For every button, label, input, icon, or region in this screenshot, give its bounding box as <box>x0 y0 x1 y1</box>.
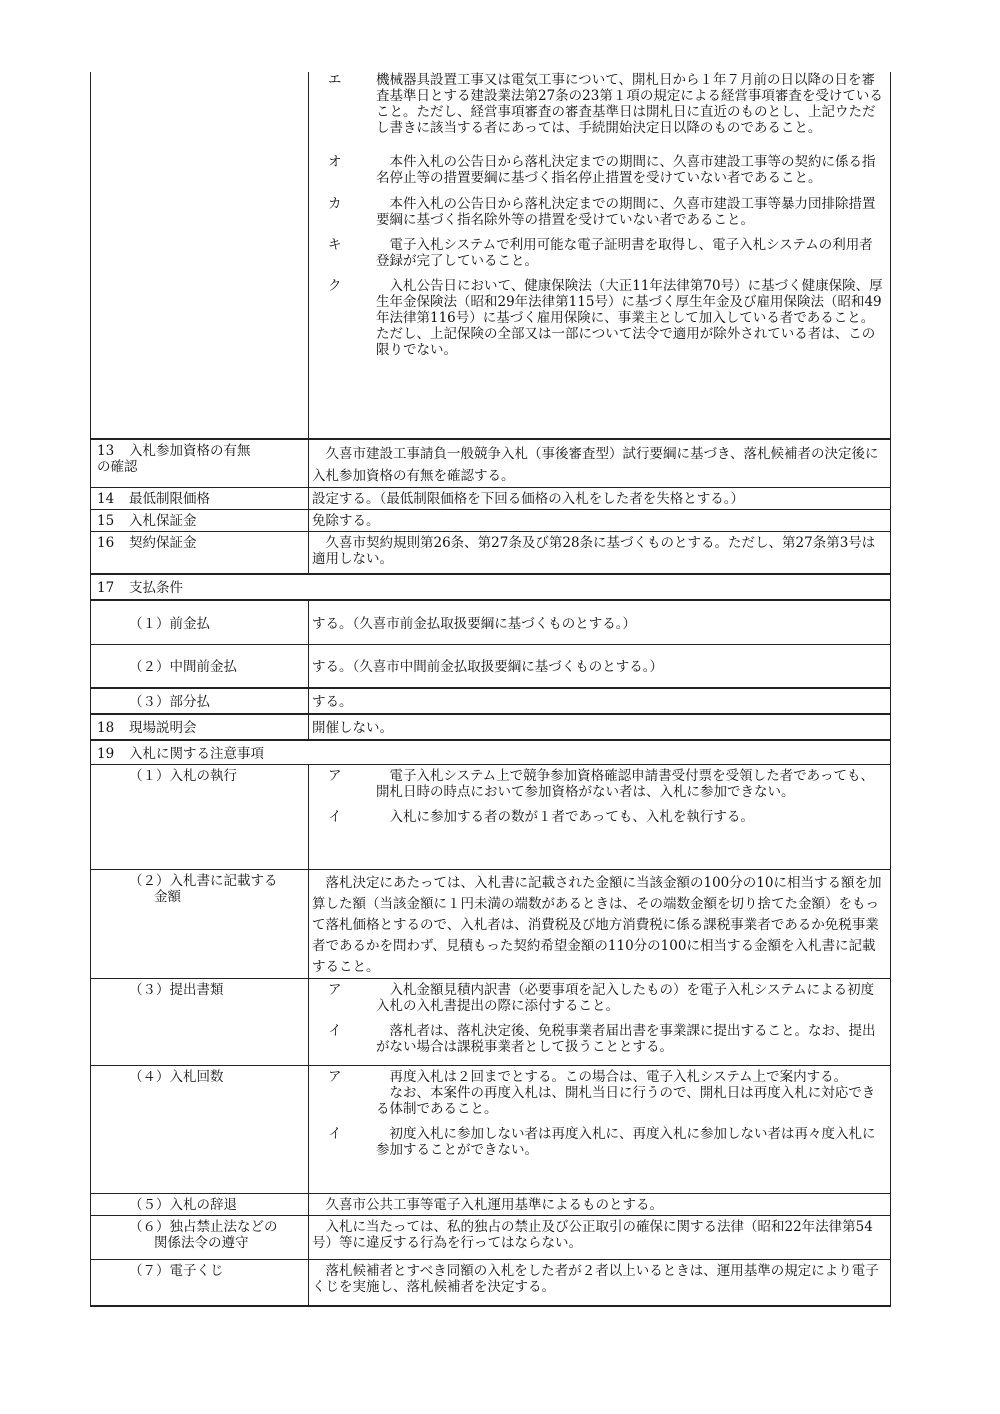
table-row <box>91 488 891 510</box>
table-row <box>91 740 891 765</box>
row-title: 入札保証金 <box>129 513 197 529</box>
section-header <box>91 574 891 600</box>
row-value <box>309 979 891 1066</box>
item-mark: ア <box>328 768 342 784</box>
item-text <box>376 1069 884 1117</box>
row-number: 14 <box>97 491 115 507</box>
row-title: （６）独占禁止法などの <box>129 1219 278 1235</box>
row-label <box>91 688 309 714</box>
table-row <box>91 600 891 645</box>
item-mark: イ <box>328 809 342 825</box>
item-mark: イ <box>328 1126 342 1142</box>
list-item <box>312 196 884 228</box>
row-number: 15 <box>97 513 115 529</box>
row-title: （２）入札書に記載する <box>129 873 278 889</box>
row-title: 入札参加資格の有無 <box>129 443 251 459</box>
table-row <box>91 645 891 688</box>
list-item <box>312 768 884 800</box>
row-title: 入札に関する注意事項 <box>129 745 264 762</box>
list-item <box>312 72 884 136</box>
row-label <box>91 979 309 1066</box>
item-text: 本件入札の公告日から落札決定までの期間に、久喜市建設工事等暴力団排除措置要綱に基づく指名除外等の措置を受けていない者であること。 <box>376 196 876 228</box>
empty-label-cell <box>91 72 309 439</box>
item-text: 電子入札システムで利用可能な電子証明書を取得し、電子入札システムの利用者登録が完了していること。 <box>376 237 873 269</box>
row-title-cont: 金額 <box>154 889 181 905</box>
table-row <box>91 765 891 870</box>
table-row <box>91 1066 891 1194</box>
row-label <box>91 1194 309 1216</box>
value-text: 開催しない。 <box>312 720 393 736</box>
row-title: （４）入札回数 <box>129 1069 224 1085</box>
row-title: （３）部分払 <box>129 694 210 710</box>
item-text: 初度入札に参加しない者は再度入札に、再度入札に参加しない者は再々度入札に参加することができない。 <box>376 1126 876 1158</box>
row-value <box>309 645 891 688</box>
item-text: 本件入札の公告日から落札決定までの期間に、久喜市建設工事等の契約に係る指名停止等の措置要綱に基づく指名停止措置を受けていない者であること。 <box>376 154 876 186</box>
row-label <box>91 765 309 870</box>
item-mark: カ <box>328 196 342 212</box>
row-label <box>91 488 309 510</box>
row-number: 13 <box>97 443 115 459</box>
row-title: 現場説明会 <box>129 720 197 736</box>
list-item <box>312 1023 884 1055</box>
value-text: 久喜市契約規則第26条、第27条及び第28条に基づくものとする。ただし、第27条第3号は適用しない。 <box>312 535 876 567</box>
value-text: 久喜市建設工事請負一般競争入札（事後審査型）試行要綱に基づき、落札候補者の決定後に入札参加資格の有無を確認する。 <box>312 446 879 484</box>
item-text: 入札公告日において、健康保険法（大正11年法律第70号）に基づく健康保険、厚生年金保険法（昭和29年法律第115号）に基づく厚生年金及び雇用保険法（昭和49年法律第116号）に基づく雇用保険に、事業主として加入している者であること。ただし、上記保険の全部又は一部について法令で適用が除外されている者は、この限りでない。 <box>376 278 883 358</box>
row-value <box>309 439 891 488</box>
row-number: 17 <box>97 579 115 596</box>
list-item <box>312 278 884 358</box>
item-text-part: 再度入札は２回までとする。この場合は、電子入札システム上で案内する。 <box>389 1069 848 1085</box>
row-label <box>91 714 309 740</box>
row-label <box>91 510 309 532</box>
list-item <box>312 809 884 825</box>
table-row <box>91 870 891 979</box>
row-label <box>91 1066 309 1194</box>
conditions-table <box>90 72 891 1307</box>
value-text: 設定する。（最低制限価格を下回る価格の入札をした者を失格とする。） <box>312 491 744 507</box>
eligibility-cell <box>309 72 891 439</box>
row-number: 16 <box>97 535 115 551</box>
row-value <box>309 1216 891 1260</box>
list-item <box>312 982 884 1014</box>
item-text-part: なお、本案件の再度入札は、開札当日に行うので、開札日は再度入札に対応できる体制であること。 <box>376 1085 876 1117</box>
row-value <box>309 1260 891 1306</box>
value-text: 免除する。 <box>312 513 380 529</box>
row-title: （１）前金払 <box>129 615 210 632</box>
table-row <box>91 574 891 600</box>
table-row <box>91 979 891 1066</box>
row-title: （３）提出書類 <box>129 982 224 998</box>
list-item <box>312 237 884 269</box>
value-text: 落札候補者とすべき同額の入札をした者が２者以上いるときは、運用基準の規定により電子くじを実施し、落札候補者を決定する。 <box>312 1263 879 1295</box>
item-mark: オ <box>328 154 342 170</box>
row-label <box>91 1216 309 1260</box>
table-row <box>91 532 891 574</box>
row-title-cont: の確認 <box>97 459 138 475</box>
section-header <box>91 740 891 765</box>
row-value <box>309 714 891 740</box>
row-value <box>309 765 891 870</box>
item-text: 入札に参加する者の数が１者であっても、入札を執行する。 <box>389 809 754 825</box>
row-title: （２）中間前金払 <box>129 659 237 676</box>
row-title: （７）電子くじ <box>129 1263 224 1279</box>
item-text: 電子入札システム上で競争参加資格確認申請書受付票を受領した者であっても、開札日時の時点において参加資格がない者は、入札に参加できない。 <box>376 768 875 800</box>
table-row <box>91 1216 891 1260</box>
row-title-cont: 関係法令の遵守 <box>154 1235 249 1251</box>
value-text: する。（久喜市中間前金払取扱要綱に基づくものとする。） <box>312 659 663 676</box>
row-value <box>309 488 891 510</box>
table-row <box>91 72 891 439</box>
value-text: する。（久喜市前金払取扱要綱に基づくものとする。） <box>312 615 636 632</box>
list-item <box>312 154 884 186</box>
item-text: 機械器具設置工事又は電気工事について、開札日から１年７月前の日以降の日を審査基準日とする建設業法第27条の23第１項の規定による経営事項審査を受けていること。ただし、経営事項審査の審査基準日は開札日に直近のものとし、上記ウただし書きに該当する者にあっては、手続開始決定日以降のものであること。 <box>376 72 883 136</box>
row-label <box>91 645 309 688</box>
item-mark: ア <box>328 982 342 998</box>
row-title: 契約保証金 <box>129 535 197 551</box>
item-mark: ク <box>328 278 342 294</box>
row-value <box>309 1066 891 1194</box>
table-row <box>91 1260 891 1306</box>
value-text: 入札に当たっては、私的独占の禁止及び公正取引の確保に関する法律（昭和22年法律第54号）等に違反する行為を行ってはならない。 <box>312 1219 873 1251</box>
row-label <box>91 870 309 979</box>
row-value <box>309 600 891 645</box>
table-row <box>91 714 891 740</box>
item-mark: ア <box>328 1069 342 1085</box>
row-title: （５）入札の辞退 <box>129 1197 237 1213</box>
row-number: 18 <box>97 720 115 736</box>
table-row <box>91 510 891 532</box>
row-label <box>91 600 309 645</box>
table-row <box>91 688 891 714</box>
list-item <box>312 1069 884 1117</box>
row-label <box>91 532 309 574</box>
item-mark: イ <box>328 1023 342 1039</box>
row-title: 支払条件 <box>129 579 183 596</box>
list-item <box>312 1126 884 1158</box>
value-text: 久喜市公共工事等電子入札運用基準によるものとする。 <box>325 1197 663 1213</box>
row-number: 19 <box>97 745 115 762</box>
row-title: （１）入札の執行 <box>129 768 237 784</box>
item-text: 落札者は、落札決定後、免税事業者届出書を事業課に提出すること。なお、提出がない場合は課税事業者として扱うこととする。 <box>376 1023 876 1055</box>
item-mark: キ <box>328 237 342 253</box>
row-value <box>309 870 891 979</box>
table-row <box>91 1194 891 1216</box>
item-text: 入札金額見積内訳書（必要事項を記入したもの）を電子入札システムによる初度入札の入札書提出の際に添付すること。 <box>376 982 875 1014</box>
document-page <box>90 72 891 1307</box>
row-label <box>91 1260 309 1306</box>
row-value <box>309 1194 891 1216</box>
item-mark: エ <box>328 72 342 88</box>
value-text: する。 <box>312 694 353 710</box>
row-label <box>91 439 309 488</box>
row-value <box>309 532 891 574</box>
table-row <box>91 439 891 488</box>
row-title: 最低制限価格 <box>129 491 210 507</box>
row-value <box>309 688 891 714</box>
value-text: 落札決定にあたっては、入札書に記載された金額に当該金額の100分の10に相当する額を加算した額（当該金額に１円未満の端数があるときは、その端数金額を切り捨てた金額）をもって落札価格とするので、入札者は、消費税及び地方消費税に係る課税事業者であるか免税事業者であるかを問わず、見積もった契約希望金額の110分の100に相当する金額を入札書に記載すること。 <box>312 875 882 975</box>
row-value <box>309 510 891 532</box>
